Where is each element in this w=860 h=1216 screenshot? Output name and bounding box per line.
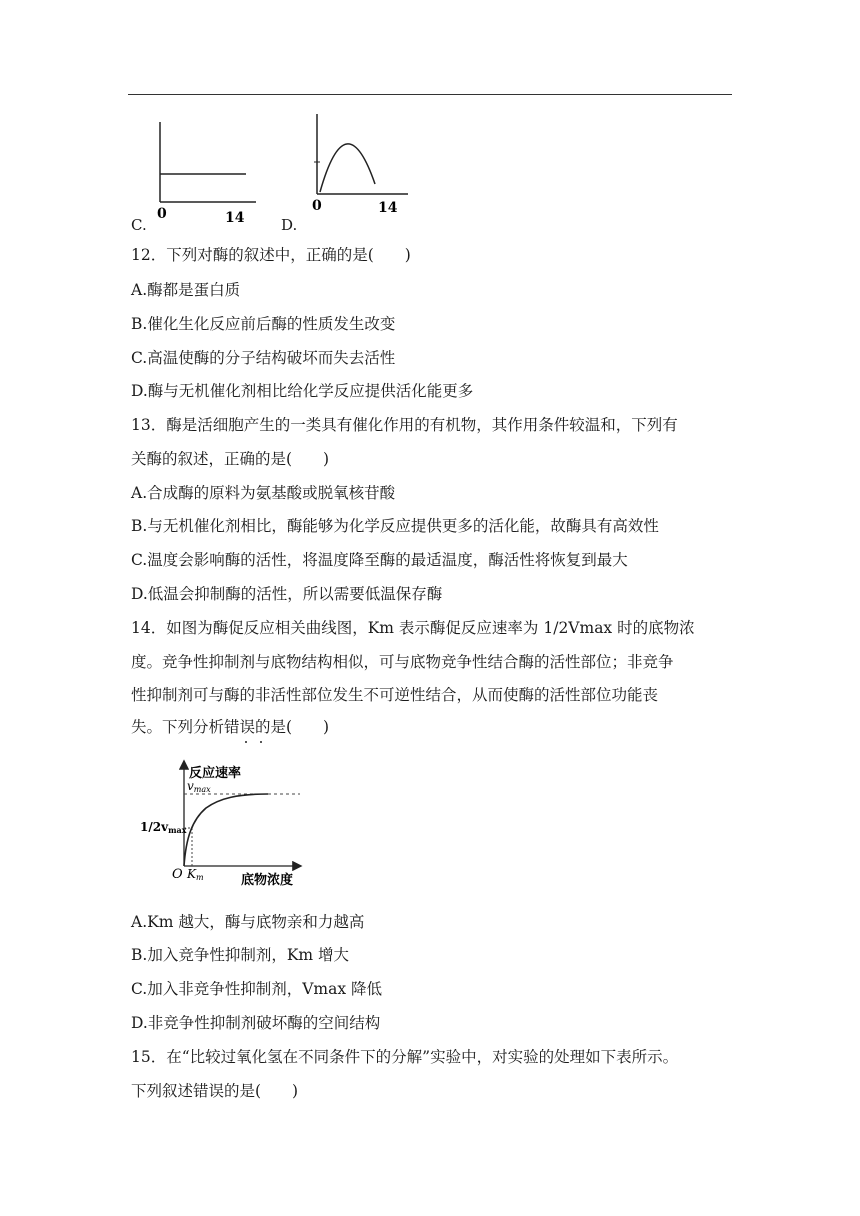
d-axis-zero: 0 [312, 198, 322, 214]
emphasis-dot [260, 741, 262, 743]
q14-option-a: A.Km 越大，酶与底物亲和力越高 [131, 913, 365, 931]
c-axis-14: 14 [225, 210, 245, 226]
c-axis-zero: 0 [157, 206, 167, 222]
q14-stem-line2: 度。竞争性抑制剂与底物结构相似，可与底物竞争性结合酶的活性部位；非竞争 [131, 653, 674, 671]
d-axis-14: 14 [378, 200, 398, 216]
q14-stem-line1: 14．如图为酶促反应相关曲线图，Km 表示酶促反应速率为 1/2Vmax 时的底物浓 [131, 619, 695, 637]
q13-stem-line1: 13．酶是活细胞产生的一类具有催化作用的有机物，其作用条件较温和，下列有 [131, 416, 678, 434]
q14-option-c: C.加入非竞争性抑制剂，Vmax 降低 [131, 980, 383, 998]
q12-option-d: D.酶与无机催化剂相比给化学反应提供活化能更多 [131, 382, 474, 400]
option-d-graph [304, 108, 420, 220]
option-d-label: D. [281, 216, 298, 234]
q12-option-a: A.酶都是蛋白质 [131, 281, 241, 299]
header-rule [128, 94, 732, 95]
enzyme-kinetics-figure [134, 758, 314, 890]
q12-option-b: B.催化生化反应前后酶的性质发生改变 [131, 315, 396, 333]
d-bell-curve [320, 144, 375, 192]
michaelis-menten-curve [184, 794, 268, 866]
q15-stem-line2: 下列叙述错误的是( ) [131, 1082, 299, 1100]
q12-stem-line1: 12．下列对酶的叙述中，正确的是( ) [131, 246, 411, 264]
x-axis-label: 底物浓度 [241, 873, 294, 888]
vmax-label: vmax [187, 779, 211, 794]
q15-stem-line1: 15．在“比较过氧化氢在不同条件下的分解”实验中，对实验的处理如下表所示。 [131, 1048, 679, 1066]
q13-stem-line2: 关酶的叙述，正确的是( ) [131, 450, 330, 468]
q13-option-c: C.温度会影响酶的活性，将温度降至酶的最适温度，酶活性将恢复到最大 [131, 551, 628, 569]
km-label: Km [187, 867, 204, 882]
q13-option-a: A.合成酶的原料为氨基酸或脱氧核苷酸 [131, 484, 396, 502]
q13-option-b: B.与无机催化剂相比，酶能够为化学反应提供更多的活化能，故酶具有高效性 [131, 517, 659, 535]
emphasis-dot [245, 741, 247, 743]
q14-stem-line3: 性抑制剂可与酶的非活性部位发生不可逆性结合，从而使酶的活性部位功能丧 [131, 686, 659, 704]
y-axis-label: 反应速率 [189, 766, 242, 781]
q14-option-d: D.非竞争性抑制剂破坏酶的空间结构 [131, 1014, 381, 1032]
half-vmax-label: 1/2vmax [140, 820, 187, 835]
origin-label: O [172, 867, 183, 882]
q14-option-b: B.加入竞争性抑制剂，Km 增大 [131, 946, 350, 964]
q12-option-c: C.高温使酶的分子结构破坏而失去活性 [131, 349, 396, 367]
q14-stem-line4: 失。下列分析错误的是( ) [131, 718, 330, 736]
q13-option-d: D.低温会抑制酶的活性，所以需要低温保存酶 [131, 585, 443, 603]
option-c-label: C. [131, 216, 147, 234]
option-c-graph [148, 114, 268, 226]
